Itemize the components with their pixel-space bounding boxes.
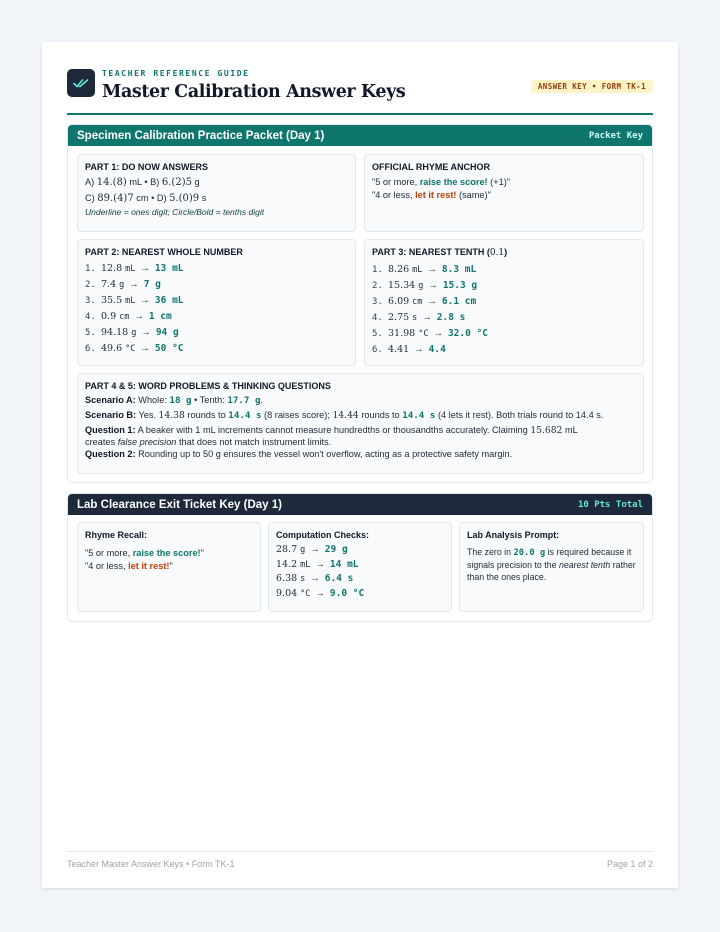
part3-list	[372, 262, 636, 358]
computation-checks-title: Computation Checks:	[276, 530, 370, 540]
list-item: 3. 35.5 mL → 36 mL	[85, 295, 184, 306]
question-2: Question 2: Rounding up to 50 g ensures the vessel won't overflow, acting as a protective safety margin.	[85, 449, 513, 459]
list-item: 9.04 °C → 9.0 °C	[276, 587, 365, 599]
part1-note: Underline = ones digit; Circle/Bold = tenths digit	[85, 207, 265, 217]
header-eyebrow: TEACHER REFERENCE GUIDE	[102, 69, 250, 78]
rhyme-recall-box	[77, 522, 261, 612]
scenario-a: Scenario A: Whole: 18 g • Tenth: 17.7 g.	[85, 395, 264, 406]
list-item: 2. 15.34 g → 15.3 g	[372, 280, 478, 291]
part2-title: PART 2: NEAREST WHOLE NUMBER	[85, 247, 243, 257]
packet-key-tag: Packet Key	[588, 130, 643, 141]
list-item: 28.7 g → 29 g	[276, 544, 348, 555]
rhyme-anchor-title: OFFICIAL RHYME ANCHOR	[372, 162, 490, 172]
lab-analysis-text: The zero in 20.0 g is required because it signals precision to the nearest tenth rather than the ones place.	[467, 547, 636, 582]
recall-line-2: "4 or less, let it rest!"	[85, 561, 173, 571]
list-item: 5. 94.18 g → 94 g	[85, 327, 179, 338]
page-footer	[67, 851, 653, 869]
recall-line-1: "5 or more, raise the score!"	[85, 548, 204, 558]
form-badge: ANSWER KEY • FORM TK-1	[531, 80, 653, 93]
rhyme-line-1: "5 or more, raise the score! (+1)"	[372, 177, 511, 187]
packet-section-title: Specimen Calibration Practice Packet (Day 1)	[77, 129, 325, 142]
ticket-section-header	[68, 494, 652, 515]
list-item: 6. 49.6 °C → 50 °C	[85, 343, 184, 354]
points-total-tag: 10 Pts Total	[577, 499, 643, 510]
ticket-section-title: Lab Clearance Exit Ticket Key (Day 1)	[77, 498, 282, 511]
packet-section-header	[68, 125, 652, 146]
exit-ticket-section	[67, 493, 653, 622]
part1-box	[77, 154, 356, 232]
part3-box	[364, 239, 644, 366]
lab-analysis-box	[459, 522, 644, 612]
list-item: 4. 2.75 s → 2.8 s	[372, 312, 466, 323]
page-number: Page 1 of 2	[606, 859, 653, 869]
footer-form-label: Teacher Master Answer Keys • Form TK-1	[67, 859, 235, 869]
part3-title: PART 3: NEAREST TENTH (0.1)	[372, 247, 508, 258]
list-item: 4. 0.9 cm → 1 cm	[85, 311, 172, 322]
lab-analysis-title: Lab Analysis Prompt:	[467, 530, 560, 540]
list-item: 1. 12.8 mL → 13 mL	[85, 263, 184, 274]
question-1: Question 1: A beaker with 1 mL increments cannot measure hundredths or thousandths accurately. Claiming 15.682 mL creates false precision that does not match instrument limits.	[85, 425, 578, 447]
page-title: Master Calibration Answer Keys	[102, 82, 406, 102]
rhyme-recall-title: Rhyme Recall:	[85, 530, 148, 540]
part1-title: PART 1: DO NOW ANSWERS	[85, 162, 208, 172]
list-item: 1. 8.26 mL → 8.3 mL	[372, 264, 477, 275]
list-item: 2. 7.4 g → 7 g	[85, 279, 161, 290]
list-item: 14.2 mL → 14 mL	[276, 558, 359, 570]
list-item: 5. 31.98 °C → 32.0 °C	[372, 328, 488, 339]
scenario-b: Scenario B: Yes. 14.38 rounds to 14.4 s (8 raises score); 14.44 rounds to 14.4 s (4 lets it rest). Both trials round to 14.4 s.	[85, 409, 604, 421]
part1-line-1: A) 14.(8) mL • B) 6.(2)5 g	[85, 177, 200, 188]
double-check-logo-icon	[67, 69, 95, 97]
list-item: 3. 6.09 cm → 6.1 cm	[372, 296, 477, 307]
rhyme-line-2: "4 or less, let it rest! (same)"	[372, 190, 491, 200]
part2-box	[77, 239, 356, 366]
part1-line-2: C) 89.(4)7 cm • D) 5.(0)9 s	[85, 193, 207, 204]
packet-key-section	[67, 124, 653, 483]
list-item: 6. 4.41 → 4.4	[372, 344, 446, 355]
part45-title: PART 4 & 5: WORD PROBLEMS & THINKING QUESTIONS	[85, 381, 331, 391]
page-header	[67, 69, 653, 115]
part45-box	[77, 373, 644, 474]
answer-key-page	[42, 42, 678, 888]
rhyme-anchor-box	[364, 154, 644, 232]
computation-checks-box	[268, 522, 452, 612]
part2-list	[85, 261, 348, 357]
list-item: 6.38 s → 6.4 s	[276, 573, 354, 584]
